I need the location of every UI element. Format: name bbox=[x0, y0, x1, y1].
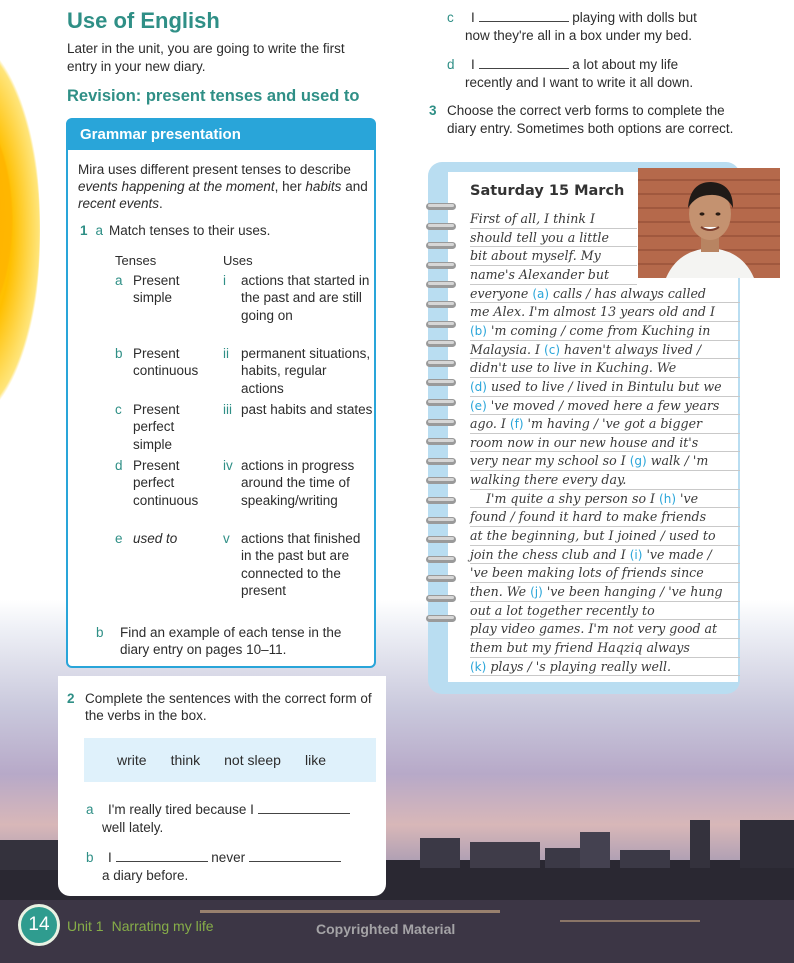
option-letter[interactable]: (j) bbox=[530, 585, 543, 599]
spiral-ring bbox=[425, 534, 459, 545]
answer-blank[interactable] bbox=[479, 57, 569, 69]
exercise-2c: c I playing with dolls but now they're all in a box under my bed. bbox=[447, 10, 697, 43]
spiral-ring bbox=[425, 338, 459, 349]
spiral-ring bbox=[425, 495, 459, 506]
diary-line: join the chess club and I (i) 've made / bbox=[470, 546, 740, 565]
diary-line: name's Alexander but bbox=[470, 266, 637, 285]
diary-line: everyone (a) calls / has always called bbox=[470, 285, 740, 304]
option-letter[interactable]: (h) bbox=[659, 491, 677, 506]
grammar-box-title: Grammar presentation bbox=[68, 120, 374, 150]
spiral-ring bbox=[425, 358, 459, 369]
option-letter[interactable]: (f) bbox=[509, 417, 524, 432]
spiral-ring bbox=[425, 201, 459, 212]
spiral-ring bbox=[425, 319, 459, 330]
word-box bbox=[84, 738, 376, 782]
option-letter[interactable]: (k) bbox=[470, 659, 487, 674]
word-item: think bbox=[170, 752, 201, 768]
diary-line: me Alex. I'm almost 13 years old and I bbox=[470, 303, 740, 322]
diary-line: at the beginning, but I joined / used to bbox=[470, 527, 740, 546]
diary-line: bit about myself. My bbox=[470, 247, 637, 266]
exercise-2d: d I a lot about my life recently and I want to write it all down. bbox=[447, 57, 694, 90]
page-number-badge: 14 bbox=[18, 904, 60, 946]
section-subtitle: Revision: present tenses and used to bbox=[67, 87, 360, 105]
diary-line: First of all, I think I bbox=[470, 210, 637, 229]
tenses-header: Tenses bbox=[115, 253, 157, 268]
spiral-ring bbox=[425, 456, 459, 467]
option-letter[interactable]: (i) bbox=[629, 547, 643, 562]
answer-blank[interactable] bbox=[479, 10, 569, 22]
diary-line: (e) 've moved / moved here a few years bbox=[470, 397, 740, 416]
spiral-ring bbox=[425, 279, 459, 290]
spiral-ring bbox=[425, 436, 459, 447]
diary-line: walking there every day. bbox=[470, 471, 740, 490]
question-1b: b Find an example of each tense in the diary entry on pages 10–11. bbox=[96, 625, 342, 657]
unit-label: Unit 1 Narrating my life bbox=[67, 918, 214, 934]
diary-line: 've been making lots of friends since bbox=[470, 564, 740, 583]
exercise-2a: a I'm really tired because I well lately. bbox=[86, 801, 376, 837]
diary-line: I'm quite a shy person so I (h) 've bbox=[470, 490, 740, 509]
spiral-ring bbox=[425, 377, 459, 388]
spiral-ring bbox=[425, 593, 459, 604]
spiral-ring bbox=[425, 299, 459, 310]
diary-line: (d) used to live / lived in Bintulu but we bbox=[470, 378, 740, 397]
diary-line: found / found it hard to make friends bbox=[470, 508, 740, 527]
grammar-presentation-box: Grammar presentation Mira uses different present tenses to describe events happening at the moment, her habits and recent events. 1 a Match tenses to their uses. Tenses Uses a Present simple i actions that started in the past and are still going on b Present continuous ii permanent situations, habits, regular actions c Present perfect simple iii past habits and states d Present perfect continuous iv actions in progress around the time of speaking/writing e used to v actions that finished in the past but are connected to the present b Find an example of each tense in the diary entry on pages 10–11. bbox=[66, 118, 376, 668]
diary-line: ago. I (f) 'm having / 've got a bigger bbox=[470, 415, 740, 434]
diary-line: (b) 'm coming / come from Kuching in bbox=[470, 322, 740, 341]
diary-line: play video games. I'm not very good at bbox=[470, 620, 740, 639]
diary-line: should tell you a little bbox=[470, 229, 637, 248]
intro-text: Later in the unit, you are going to write the first entry in your new diary. bbox=[67, 41, 345, 74]
answer-blank[interactable] bbox=[116, 850, 208, 862]
option-letter[interactable]: (d) bbox=[470, 379, 487, 394]
diary-line: room now in our new house and it's bbox=[470, 434, 740, 453]
spiral-ring bbox=[425, 240, 459, 251]
grammar-box-description: Mira uses different present tenses to describe events happening at the moment, her habits and recent events. bbox=[78, 162, 368, 211]
spiral-ring bbox=[425, 554, 459, 565]
spiral-ring bbox=[425, 221, 459, 232]
spiral-ring bbox=[425, 573, 459, 584]
uses-header: Uses bbox=[223, 253, 253, 268]
exercise-3-instruction: 3 Choose the correct verb forms to complete the diary entry. Sometimes both options are correct. bbox=[429, 103, 734, 136]
question-1a: 1 a Match tenses to their uses. bbox=[80, 223, 271, 238]
exercise-2b: b I never a diary before. bbox=[86, 849, 376, 885]
word-item: like bbox=[304, 752, 326, 768]
spiral-ring bbox=[425, 613, 459, 624]
option-letter[interactable]: (c) bbox=[544, 342, 561, 357]
diary-line: then. We (j) 've been hanging / 've hung bbox=[470, 583, 740, 602]
spiral-ring bbox=[425, 260, 459, 271]
answer-blank[interactable] bbox=[258, 802, 350, 814]
word-item: not sleep bbox=[224, 752, 281, 768]
boy-photo bbox=[638, 168, 780, 278]
spiral-ring bbox=[425, 515, 459, 526]
diary-line: didn't use to live in Kuching. We bbox=[470, 359, 740, 378]
spiral-ring bbox=[425, 397, 459, 408]
diary-line: very near my school so I (g) walk / 'm bbox=[470, 452, 740, 471]
diary-line: (k) plays / 's playing really well. bbox=[470, 658, 740, 677]
spiral-ring bbox=[425, 417, 459, 428]
boy-photo-image bbox=[638, 168, 780, 278]
exercise-2-instruction: 2 Complete the sentences with the correct form of the verbs in the box. bbox=[67, 691, 372, 723]
answer-blank[interactable] bbox=[249, 850, 341, 862]
option-letter[interactable]: (g) bbox=[629, 454, 647, 469]
spiral-ring bbox=[425, 475, 459, 486]
diary-line: them but my friend Haqziq always bbox=[470, 639, 740, 658]
option-letter[interactable]: (b) bbox=[470, 323, 487, 338]
page-title: Use of English bbox=[67, 8, 220, 33]
word-item: write bbox=[117, 752, 147, 768]
diary-line: out a lot together recently to bbox=[470, 602, 740, 621]
option-letter[interactable]: (a) bbox=[532, 286, 550, 301]
diary-date-title: Saturday 15 March bbox=[470, 183, 625, 199]
diary-line: Malaysia. I (c) haven't always lived / bbox=[470, 341, 740, 360]
copyright-watermark: Copyrighted Material bbox=[316, 921, 456, 937]
option-letter[interactable]: (e) bbox=[470, 398, 487, 413]
